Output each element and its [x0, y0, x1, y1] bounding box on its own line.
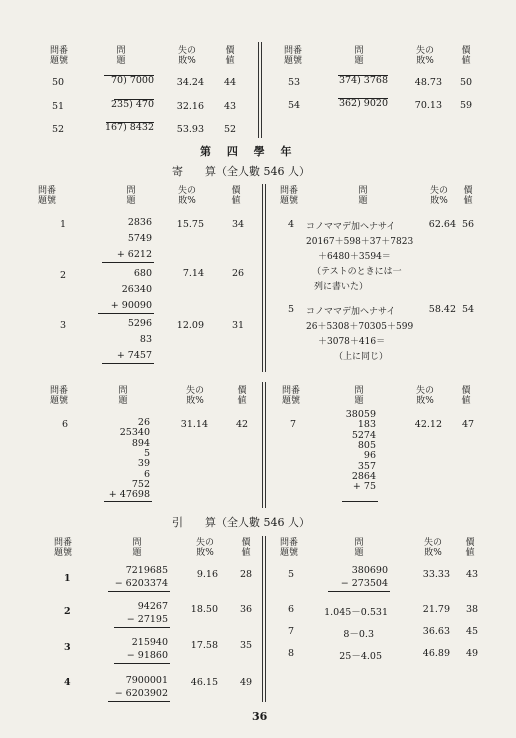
fail-percent: 46.89 — [422, 648, 450, 659]
problem-number: 8 — [288, 648, 295, 659]
problem-number: 52 — [52, 124, 65, 135]
problem-line: − 6203902 — [114, 688, 168, 699]
problem-line: 94267 — [137, 601, 168, 612]
col-header-fail: 失の 敗% — [177, 46, 196, 66]
problem-number: 53 — [288, 77, 301, 88]
problem-number: 6 — [62, 419, 69, 430]
problem-line: 183 — [357, 419, 376, 431]
fail-percent: 42.12 — [414, 419, 442, 430]
col-header-problem: 問 題 — [116, 46, 126, 66]
value: 56 — [462, 219, 475, 230]
problem-number: 3 — [60, 320, 67, 331]
problem-line: − 6203374 — [114, 578, 168, 589]
value: 28 — [240, 569, 253, 580]
problem-line: + 90090 — [110, 300, 152, 311]
sum-line — [104, 501, 152, 502]
problem-line: 26＋5308＋70305＋599 — [306, 322, 414, 332]
fail-percent: 48.73 — [414, 77, 442, 88]
result-line — [114, 627, 170, 628]
fail-percent: 32.16 — [176, 101, 204, 112]
problem-number: 7 — [288, 626, 295, 637]
col-header-number: 問番 題號 — [37, 186, 56, 206]
value: 31 — [232, 320, 245, 331]
value: 26 — [232, 268, 245, 279]
problem-line: 20167＋598＋37＋7823 — [306, 237, 414, 247]
col-header-value: 價 値 — [465, 538, 475, 558]
division-bar — [104, 75, 154, 76]
problem-line: 7900001 — [125, 675, 168, 686]
fail-percent: 7.14 — [182, 268, 204, 279]
problem-line: + 47698 — [108, 489, 150, 501]
value: 50 — [460, 77, 473, 88]
problem-line: + 75 — [352, 481, 376, 493]
problem-line: 2864 — [351, 470, 376, 482]
problem-line: 805 — [357, 439, 376, 451]
problem-line: ＋6480＋3594＝ — [318, 252, 391, 262]
col-header-fail: 失の 敗% — [177, 186, 196, 206]
division-bar — [338, 98, 388, 99]
problem-line: 6 — [143, 468, 150, 480]
problem-line: 380690 — [351, 565, 388, 576]
problem-line: コノママデ加ヘナサイ — [306, 307, 396, 317]
problem-line: 26 — [137, 417, 150, 428]
problem-number: 2 — [64, 606, 71, 617]
fail-percent: 46.15 — [190, 677, 218, 688]
problem-line: 96 — [363, 450, 376, 462]
problem-line: − 273504 — [340, 578, 388, 589]
value: 38 — [466, 604, 479, 615]
problem-line: − 91860 — [126, 650, 168, 661]
fail-percent: 17.58 — [190, 640, 218, 651]
col-header-problem: 問 題 — [132, 538, 142, 558]
value: 47 — [462, 419, 475, 430]
division-bar — [114, 99, 154, 100]
problem-text: 167) 8432 — [104, 122, 154, 133]
col-header-number: 問番 題號 — [279, 538, 298, 558]
col-header-number: 問番 題號 — [49, 46, 68, 66]
column-divider — [258, 42, 262, 138]
column-divider — [262, 536, 266, 702]
problem-number: 5 — [288, 304, 295, 315]
col-header-fail: 失の 敗% — [415, 46, 434, 66]
column-divider — [262, 184, 266, 372]
col-header-problem: 問 題 — [354, 386, 364, 406]
value: 49 — [466, 648, 479, 659]
col-header-value: 價 値 — [463, 186, 473, 206]
value: 49 — [240, 677, 253, 688]
fail-percent: 70.13 — [414, 100, 442, 111]
result-line — [114, 663, 170, 664]
problem-line: 2836 — [127, 217, 152, 228]
problem-text: 362) 9020 — [338, 98, 388, 109]
col-header-problem: 問 題 — [126, 186, 136, 206]
value: 36 — [240, 604, 253, 615]
value: 43 — [466, 569, 479, 580]
problem-number: 50 — [52, 77, 65, 88]
col-header-value: 價 値 — [461, 386, 471, 406]
col-header-number: 問番 題號 — [53, 538, 72, 558]
fail-percent: 18.50 — [190, 604, 218, 615]
problem-line: 8－0.3 — [343, 629, 374, 640]
col-header-fail: 失の 敗% — [195, 538, 214, 558]
sum-line — [342, 501, 378, 502]
col-header-value: 價 値 — [237, 386, 247, 406]
problem-line: 894 — [131, 437, 150, 449]
subtraction-section-title: 引 算（全人數 546 人） — [172, 516, 310, 529]
problem-number: 1 — [64, 573, 71, 584]
problem-line: 680 — [133, 268, 152, 279]
fail-percent: 36.63 — [422, 626, 450, 637]
fail-percent: 33.33 — [422, 569, 450, 580]
problem-line: − 27195 — [126, 614, 168, 625]
col-header-number: 問番 題號 — [281, 386, 300, 406]
value: 34 — [232, 219, 245, 230]
sum-line — [102, 363, 154, 364]
addition-section-title: 寄 算（全人數 546 人） — [172, 165, 310, 178]
col-header-value: 價 値 — [225, 46, 235, 66]
problem-number: 2 — [60, 270, 67, 281]
value: 59 — [460, 100, 473, 111]
problem-line: 1.045－0.531 — [324, 607, 388, 618]
col-header-problem: 問 題 — [358, 186, 368, 206]
problem-line: 38059 — [345, 409, 376, 420]
fail-percent: 58.42 — [428, 304, 456, 315]
problem-number: 51 — [52, 101, 65, 112]
value: 52 — [224, 124, 237, 135]
problem-line: ＋3078＋416＝ — [318, 337, 386, 347]
problem-number: 3 — [64, 642, 71, 653]
problem-line: 25－4.05 — [339, 651, 382, 662]
problem-line: コノママデ加ヘナサイ — [306, 222, 396, 232]
fail-percent: 34.24 — [176, 77, 204, 88]
problem-line: 25340 — [119, 427, 150, 439]
value: 42 — [236, 419, 249, 430]
problem-line: 5274 — [351, 429, 376, 441]
problem-line: 5749 — [127, 233, 152, 244]
col-header-problem: 問 題 — [118, 386, 128, 406]
problem-line: 39 — [137, 458, 150, 470]
problem-number: 7 — [290, 419, 297, 430]
fail-percent: 9.16 — [196, 569, 218, 580]
problem-text: 374) 3768 — [338, 75, 388, 86]
value: 54 — [462, 304, 475, 315]
problem-line: 5 — [143, 447, 150, 459]
problem-text: 70) 7000 — [111, 75, 154, 86]
problem-line: 7219685 — [125, 565, 168, 576]
problem-number: 4 — [288, 219, 295, 230]
col-header-problem: 問 題 — [354, 46, 364, 66]
col-header-value: 價 値 — [241, 538, 251, 558]
value: 44 — [224, 77, 237, 88]
value: 43 — [224, 101, 237, 112]
col-header-fail: 失の 敗% — [185, 386, 204, 406]
col-header-fail: 失の 敗% — [423, 538, 442, 558]
fail-percent: 62.64 — [428, 219, 456, 230]
problem-line: （テストのときには一 — [312, 267, 402, 277]
col-header-number: 問番 題號 — [279, 186, 298, 206]
sum-line — [102, 262, 154, 263]
problem-line: （上に同じ） — [334, 352, 389, 362]
col-header-number: 問番 題號 — [49, 386, 68, 406]
problem-number: 1 — [60, 219, 67, 230]
column-divider — [262, 382, 266, 508]
problem-line: 83 — [139, 334, 152, 345]
problem-number: 5 — [288, 569, 295, 580]
col-header-number: 問番 題號 — [283, 46, 302, 66]
fail-percent: 12.09 — [176, 320, 204, 331]
division-bar — [338, 75, 388, 76]
value: 45 — [466, 626, 479, 637]
result-line — [328, 591, 390, 592]
division-bar — [106, 122, 154, 123]
problem-line: + 6212 — [116, 249, 152, 260]
col-header-problem: 問 題 — [354, 538, 364, 558]
grade-heading: 第 四 學 年 — [200, 145, 298, 158]
result-line — [108, 701, 170, 702]
problem-line: 357 — [357, 460, 376, 472]
sum-line — [98, 313, 154, 314]
problem-line: 26340 — [121, 284, 152, 295]
problem-line: 215940 — [131, 637, 168, 648]
col-header-fail: 失の 敗% — [429, 186, 448, 206]
problem-number: 4 — [64, 677, 71, 688]
fail-percent: 53.93 — [176, 124, 204, 135]
problem-line: 5296 — [127, 318, 152, 329]
problem-line: + 7457 — [116, 350, 152, 361]
fail-percent: 15.75 — [176, 219, 204, 230]
col-header-value: 價 値 — [231, 186, 241, 206]
fail-percent: 21.79 — [422, 604, 450, 615]
problem-line: 列に書いた） — [314, 282, 369, 292]
col-header-value: 價 値 — [461, 46, 471, 66]
result-line — [108, 591, 170, 592]
problem-number: 54 — [288, 100, 301, 111]
fail-percent: 31.14 — [180, 419, 208, 430]
page-number: 36 — [252, 710, 268, 723]
col-header-fail: 失の 敗% — [415, 386, 434, 406]
problem-line: 752 — [131, 478, 150, 490]
problem-text: 235) 470 — [111, 99, 154, 110]
problem-number: 6 — [288, 604, 295, 615]
value: 35 — [240, 640, 253, 651]
